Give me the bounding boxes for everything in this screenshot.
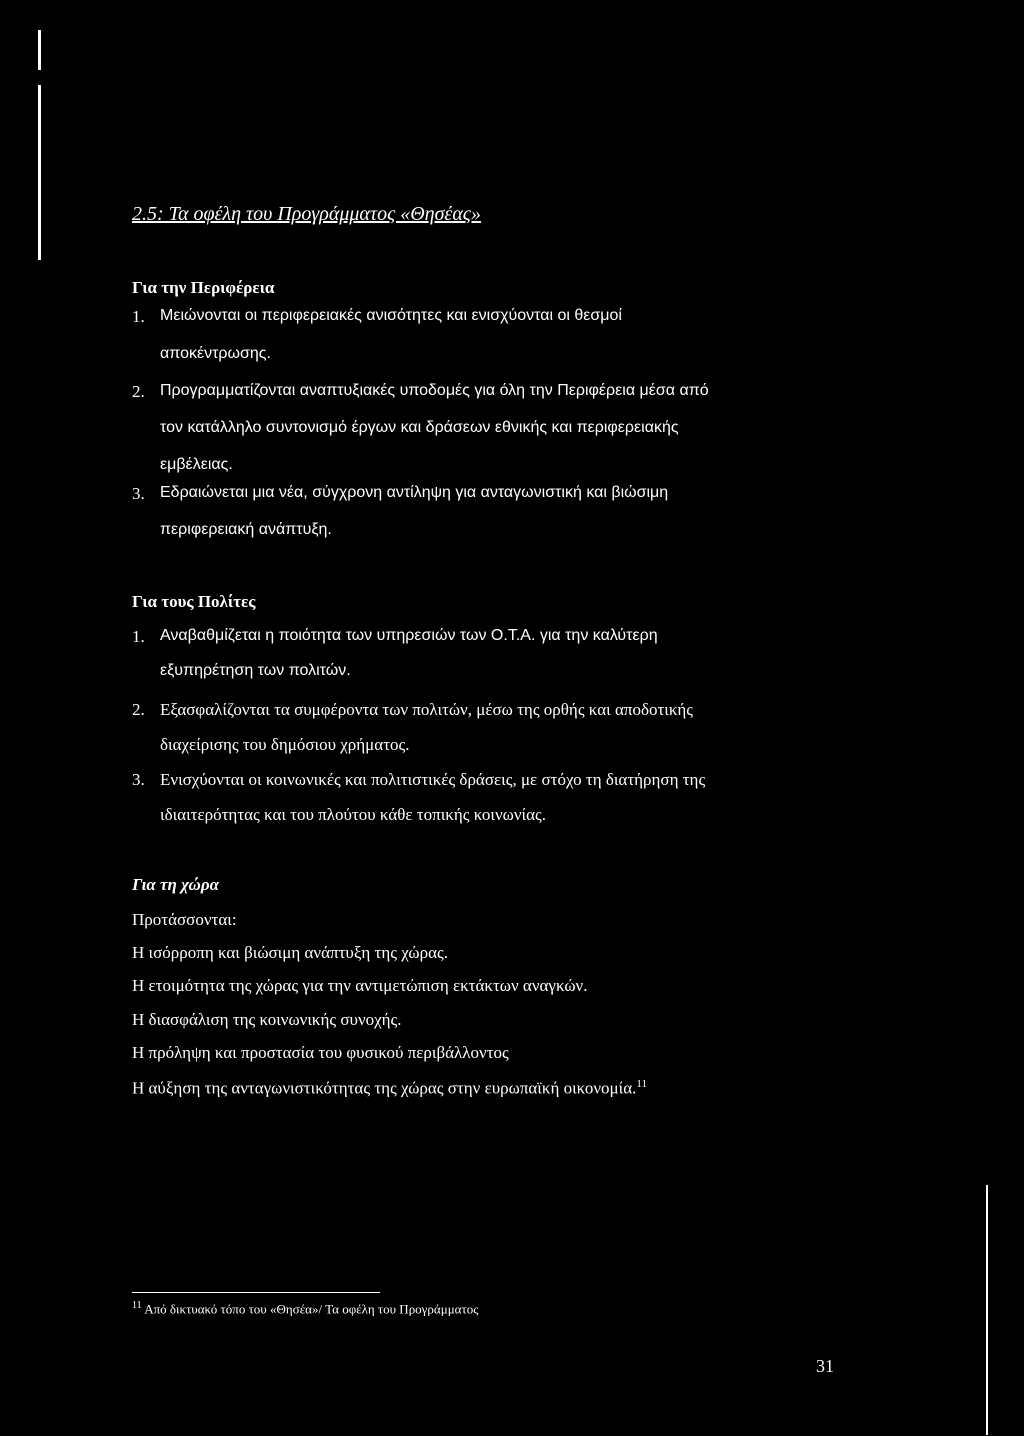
citizens-item-2-line-1: Εξασφαλίζονται τα συμφέροντα των πολιτών, μέσω της ορθής και αποδοτικής xyxy=(160,700,694,719)
region-item-2-line-2: τον κατάλληλο συντονισμό έργων και δράσεων εθνικής και περιφερειακής xyxy=(160,419,679,436)
region-item-3-number: 3. xyxy=(132,484,145,503)
region-item-1-line-1: Μειώνονται οι περιφερειακές ανισότητες και ενισχύονται οι θεσμοί xyxy=(160,307,622,324)
page-number: 31 xyxy=(816,1356,834,1376)
country-intro: Προτάσσονται: xyxy=(132,910,237,929)
country-line-5 xyxy=(132,1078,647,1099)
heading-region: Για την Περιφέρεια xyxy=(132,278,275,297)
citizens-item-1-line-2: εξυπηρέτηση των πολιτών. xyxy=(160,662,351,679)
section-title: 2.5: Τα οφέλη του Προγράμματος «Θησέας» xyxy=(132,203,481,225)
citizens-item-3-line-1: Ενισχύονται οι κοινωνικές και πολιτιστικές δράσεις, με στόχο τη διατήρηση της xyxy=(160,770,706,789)
heading-citizens: Για τους Πολίτες xyxy=(132,592,256,611)
region-item-3-line-1: Εδραιώνεται μια νέα, σύγχρονη αντίληψη για ανταγωνιστική και βιώσιμη xyxy=(160,484,669,501)
scan-edge-line-left-top xyxy=(38,30,41,70)
citizens-item-3-line-2: ιδιαιτερότητας και του πλούτου κάθε τοπικής κοινωνίας. xyxy=(160,805,546,824)
citizens-item-1-line-1: Αναβαθμίζεται η ποιότητα των υπηρεσιών των Ο.Τ.Α. για την καλύτερη xyxy=(160,627,658,644)
citizens-item-2-line-2: διαχείρισης του δημόσιου χρήματος. xyxy=(160,735,410,754)
citizens-item-1-number: 1. xyxy=(132,627,145,646)
region-item-1-line-2: αποκέντρωσης. xyxy=(160,345,271,362)
region-item-1-number: 1. xyxy=(132,307,145,326)
country-line-3: Η διασφάλιση της κοινωνικής συνοχής. xyxy=(132,1010,402,1029)
scan-edge-line-right xyxy=(986,1185,988,1435)
citizens-item-3-number: 3. xyxy=(132,770,145,789)
footnote-rule xyxy=(132,1292,380,1293)
footnote-marker: 11 xyxy=(132,1300,142,1311)
country-line-1: Η ισόρροπη και βιώσιμη ανάπτυξη της χώρας. xyxy=(132,943,448,962)
footnote-reference: 11 xyxy=(636,1078,647,1090)
heading-country: Για τη χώρα xyxy=(132,875,219,894)
footnote xyxy=(132,1300,478,1317)
country-line-5-text: Η αύξηση της ανταγωνιστικότητας της χώρας στην ευρωπαϊκή οικονομία. xyxy=(132,1078,637,1098)
region-item-2-number: 2. xyxy=(132,382,145,401)
footnote-text: Από δικτυακό τόπο του «Θησέα»/ Τα οφέλη του Προγράμματος xyxy=(144,1301,479,1317)
region-item-2-line-1: Προγραμματίζονται αναπτυξιακές υποδομές για όλη την Περιφέρεια μέσα από xyxy=(160,382,709,399)
citizens-item-2-number: 2. xyxy=(132,700,145,719)
country-line-2: Η ετοιμότητα της χώρας για την αντιμετώπιση εκτάκτων αναγκών. xyxy=(132,976,588,995)
scan-edge-line-left xyxy=(38,85,41,260)
country-line-4: Η πρόληψη και προστασία του φυσικού περιβάλλοντος xyxy=(132,1043,509,1062)
region-item-3-line-2: περιφερειακή ανάπτυξη. xyxy=(160,521,332,538)
region-item-2-line-3: εμβέλειας. xyxy=(160,456,233,473)
